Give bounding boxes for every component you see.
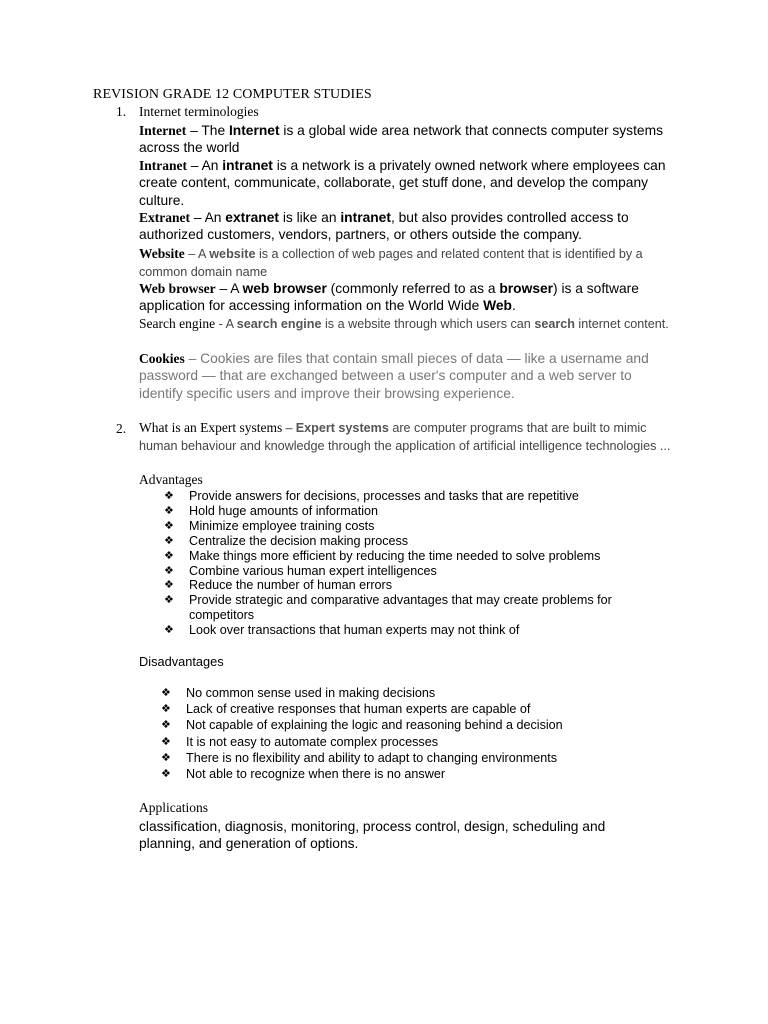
- disadvantage-item: [161, 717, 661, 733]
- definition-website: Website – A website is a collection of web pages and related content that is identified by a common domain name: [139, 246, 643, 279]
- list-item-text: Make things more efficient by reducing the time needed to solve problems: [189, 548, 601, 563]
- advantage-item: [164, 519, 664, 534]
- advantage-item: [164, 564, 664, 579]
- advantages-heading: Advantages: [139, 472, 203, 487]
- list-item-text: Minimize employee training costs: [189, 518, 375, 533]
- bullet-icon: ❖: [164, 549, 174, 562]
- list-item-text: Not capable of explaining the logic and reasoning behind a decision: [186, 718, 563, 733]
- list-item-text: Centralize the decision making process: [189, 533, 409, 548]
- section-heading: What is an Expert systems –: [139, 420, 296, 435]
- bullet-icon: ❖: [164, 534, 174, 547]
- list-item-text: Provide strategic and comparative advantages that may create problems for competitors: [189, 593, 612, 623]
- term-label: Search engine: [139, 316, 216, 331]
- list-item-text: Look over transactions that human experts may not think of: [189, 623, 520, 638]
- bullet-icon: ❖: [164, 594, 174, 607]
- advantage-item: [164, 504, 664, 519]
- applications-text: classification, diagnosis, monitoring, process control, design, scheduling and planning, and generation of options.: [139, 819, 606, 852]
- list-item-text: Combine various human expert intelligences: [189, 563, 437, 578]
- list-item-text: Provide answers for decisions, processes and tasks that are repetitive: [189, 489, 579, 503]
- list-item-text: Hold huge amounts of information: [189, 503, 379, 518]
- definition-cookies: Cookies – Cookies are files that contain small pieces of data — like a username and password — that are exchanged between a user's computer and a web server to identify specific users and improve their browsing experience.: [139, 351, 649, 401]
- list-item-text: It is not easy to automate complex processes: [186, 734, 438, 749]
- list-item-text: No common sense used in making decisions: [186, 686, 436, 700]
- bullet-icon: ❖: [164, 519, 174, 532]
- definition-internet: Internet – The Internet is a global wide area network that connects computer systems across the world: [139, 123, 663, 156]
- term-label: Extranet: [139, 210, 190, 225]
- disadvantage-item: [161, 685, 661, 701]
- term-label: Internet: [139, 123, 187, 138]
- definition-extranet: Extranet – An extranet is like an intranet, but also provides controlled access to authorized customers, vendors, partners, or others outside the company.: [139, 210, 629, 243]
- disadvantage-item: [161, 734, 661, 750]
- advantage-item: [164, 549, 664, 564]
- expert-systems-definition: What is an Expert systems – Expert systems are computer programs that are built to mimic human behaviour and knowledge through the application of artificial intelligence technologies ...: [139, 420, 671, 453]
- disadvantage-item: [161, 766, 661, 782]
- section-number: 1.: [116, 104, 127, 119]
- bullet-icon: ❖: [161, 751, 171, 764]
- term-label: Intranet: [139, 158, 187, 173]
- advantage-item: [164, 578, 664, 593]
- advantage-item: [164, 534, 664, 549]
- bullet-icon: ❖: [164, 564, 174, 577]
- term-label: Website: [139, 246, 185, 261]
- list-item-text: There is no flexibility and ability to adapt to changing environments: [186, 750, 558, 765]
- bullet-icon: ❖: [164, 504, 174, 517]
- definition-web-browser: Web browser – A web browser (commonly referred to as a browser) is a software application for accessing information on the World Wide Web.: [139, 281, 639, 314]
- definition-search-engine: Search engine - A search engine is a website through which users can search internet content.: [139, 316, 669, 331]
- bullet-icon: ❖: [164, 624, 174, 637]
- bullet-icon: ❖: [161, 687, 171, 699]
- bullet-icon: ❖: [161, 719, 171, 732]
- disadvantages-list: [161, 685, 661, 782]
- advantages-list: [164, 489, 664, 638]
- section-heading: Internet terminologies: [139, 104, 259, 119]
- term-label: Web browser: [139, 281, 216, 296]
- disadvantages-heading: Disadvantages: [139, 654, 224, 669]
- definition-intranet: Intranet – An intranet is a network is a privately owned network where employees can create content, communicate, collaborate, get stuff done, and develop the company culture.: [139, 158, 666, 208]
- document-title: REVISION GRADE 12 COMPUTER STUDIES: [93, 87, 372, 102]
- list-item-text: Reduce the number of human errors: [189, 578, 393, 593]
- bullet-icon: ❖: [161, 703, 171, 716]
- advantage-item: [164, 593, 664, 623]
- bullet-icon: ❖: [164, 579, 174, 592]
- bullet-icon: ❖: [161, 768, 171, 781]
- advantage-item: [164, 489, 664, 504]
- disadvantage-item: [161, 701, 661, 717]
- bullet-icon: ❖: [161, 735, 171, 748]
- term-label: Cookies: [139, 351, 185, 366]
- bullet-icon: ❖: [164, 490, 174, 502]
- section-number: 2.: [116, 421, 127, 436]
- advantage-item: [164, 623, 664, 638]
- list-item-text: Not able to recognize when there is no answer: [186, 767, 446, 782]
- list-item-text: Lack of creative responses that human experts are capable of: [186, 702, 531, 717]
- disadvantage-item: [161, 750, 661, 766]
- applications-heading: Applications: [139, 800, 208, 815]
